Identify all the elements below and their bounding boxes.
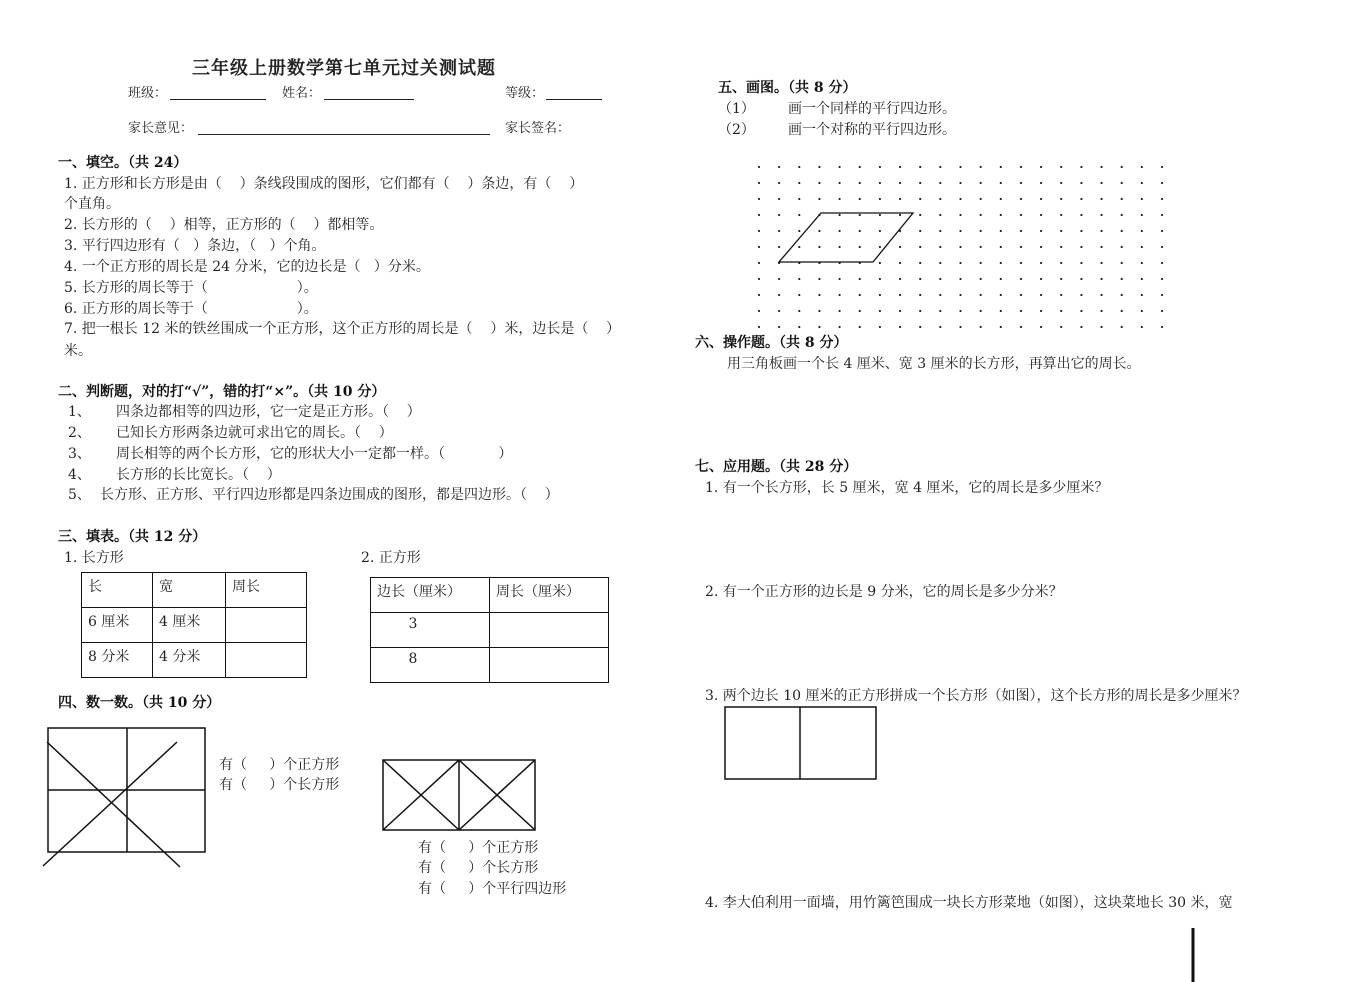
grid-dot xyxy=(1100,262,1102,264)
grid-dot xyxy=(818,310,820,312)
grid-dot xyxy=(919,294,921,296)
grid-dot xyxy=(839,198,841,200)
grid-dot xyxy=(1020,214,1022,216)
grid-dot xyxy=(899,214,901,216)
two-squares-figure xyxy=(725,707,876,779)
draw-text: 画一个同样的平行四边形。 xyxy=(788,101,956,117)
grid-dot xyxy=(1161,326,1163,328)
grid-dot xyxy=(758,278,760,280)
grid-dot xyxy=(1161,278,1163,280)
grid-dot xyxy=(1000,198,1002,200)
grid-dot xyxy=(1000,278,1002,280)
grid-dot xyxy=(798,326,800,328)
grid-dot xyxy=(1000,166,1002,168)
sec1-line: 个直角。 xyxy=(64,196,120,212)
draw-text: 画一个对称的平行四边形。 xyxy=(788,122,956,138)
grid-dot xyxy=(1060,230,1062,232)
grid-dot xyxy=(778,230,780,232)
grid-dot xyxy=(778,326,780,328)
grid-dot xyxy=(778,278,780,280)
grid-dot xyxy=(1060,262,1062,264)
grid-dot xyxy=(1161,230,1163,232)
grid-dot xyxy=(1040,214,1042,216)
grid-dot xyxy=(959,198,961,200)
grid-dot xyxy=(1141,246,1143,248)
grid-dot xyxy=(980,246,982,248)
grid-dot xyxy=(758,230,760,232)
grid-dot xyxy=(980,198,982,200)
grid-dot xyxy=(1080,230,1082,232)
grid-dot xyxy=(1060,198,1062,200)
grid-dot xyxy=(1040,198,1042,200)
grid-dot xyxy=(879,246,881,248)
grid-dot xyxy=(1141,310,1143,312)
grid-dot xyxy=(798,198,800,200)
section2-heading: 二、判断题，对的打“√”，错的打“×”。（共 10 分） xyxy=(58,384,386,400)
judge-text: 长方形的长比宽长。（ ） xyxy=(116,467,281,483)
grid-dot xyxy=(1161,310,1163,312)
grid-dot xyxy=(899,278,901,280)
grid-dot xyxy=(1161,214,1163,216)
grid-dot xyxy=(778,294,780,296)
grid-dot xyxy=(919,166,921,168)
grid-dot xyxy=(899,310,901,312)
grid-dot xyxy=(1100,246,1102,248)
sec1-line: 5. 长方形的周长等于（ ）。 xyxy=(64,280,318,296)
word-problem-2: 2. 有一个正方形的边长是 9 分米，它的周长是多少分米？ xyxy=(705,584,1063,600)
grid-dot xyxy=(798,310,800,312)
table1-label: 1. 长方形 xyxy=(64,550,124,566)
grid-dot xyxy=(939,326,941,328)
grid-dot xyxy=(818,246,820,248)
grid-dot xyxy=(778,182,780,184)
judge-text: 长方形、正方形、平行四边形都是四条边围成的图形，都是四边形。（ ） xyxy=(100,487,559,503)
grid-dot xyxy=(879,310,881,312)
grid-dot xyxy=(778,246,780,248)
judge-num: 2、 xyxy=(68,425,91,441)
grid-dot xyxy=(1080,310,1082,312)
grid-dot xyxy=(1060,310,1062,312)
section5-heading: 五、画图。（共 8 分） xyxy=(718,80,857,96)
grid-dot xyxy=(818,278,820,280)
grid-dot xyxy=(939,166,941,168)
grid-dot xyxy=(1080,262,1082,264)
grid-dot xyxy=(1121,326,1123,328)
grid-dot xyxy=(919,230,921,232)
judge-text: 四条边都相等的四边形，它一定是正方形。（ ） xyxy=(116,404,421,420)
count-question: 有（ ）个长方形 xyxy=(418,860,539,876)
grid-dot xyxy=(899,246,901,248)
grid-dot xyxy=(798,182,800,184)
grid-dot xyxy=(758,198,760,200)
grid-dot xyxy=(1121,166,1123,168)
grid-dot xyxy=(839,166,841,168)
grid-dot xyxy=(839,294,841,296)
sec1-line: 6. 正方形的周长等于（ ）。 xyxy=(64,301,318,317)
grid-dot xyxy=(818,230,820,232)
grid-dot xyxy=(1141,294,1143,296)
grid-dot xyxy=(758,310,760,312)
grid-dot xyxy=(939,294,941,296)
grid-dot xyxy=(879,166,881,168)
word-problem-4: 4. 李大伯利用一面墙，用竹篱笆围成一块长方形菜地（如图），这块菜地长 30 米，宽 xyxy=(705,895,1233,911)
grid-dot xyxy=(798,166,800,168)
grid-dot xyxy=(959,246,961,248)
grid-dot xyxy=(859,294,861,296)
grid-dot xyxy=(879,326,881,328)
section7-heading: 七、应用题。（共 28 分） xyxy=(695,459,858,475)
grade-label: 等级： xyxy=(505,86,545,101)
grid-dot xyxy=(1100,230,1102,232)
grid-dot xyxy=(1040,182,1042,184)
grid-dot xyxy=(879,230,881,232)
page-title: 三年级上册数学第七单元过关测试题 xyxy=(192,58,496,79)
grid-dot xyxy=(798,230,800,232)
judge-text: 已知长方形两条边就可求出它的周长。（ ） xyxy=(116,425,393,441)
grid-dot xyxy=(1161,246,1163,248)
grid-dot xyxy=(818,198,820,200)
grid-dot xyxy=(798,294,800,296)
grid-dot xyxy=(778,198,780,200)
grid-dot xyxy=(839,182,841,184)
grid-dot xyxy=(879,182,881,184)
grid-dot xyxy=(818,182,820,184)
table-header: 周长 xyxy=(226,573,307,608)
grid-dot xyxy=(1060,182,1062,184)
grid-dot xyxy=(1000,262,1002,264)
grid-dot xyxy=(859,278,861,280)
judge-num: 4、 xyxy=(68,467,91,483)
grid-dot xyxy=(1000,310,1002,312)
grid-dot xyxy=(1000,294,1002,296)
grid-dot xyxy=(959,326,961,328)
word-problem-1: 1. 有一个长方形，长 5 厘米，宽 4 厘米，它的周长是多少厘米？ xyxy=(705,480,1109,496)
table-cell: 4 分米 xyxy=(153,643,226,678)
dot-grid xyxy=(758,166,1163,328)
table-header: 边长（厘米） xyxy=(371,578,490,613)
table-cell: 8 分米 xyxy=(82,643,153,678)
grid-dot xyxy=(839,214,841,216)
grid-dot xyxy=(980,214,982,216)
parent-comment-label: 家长意见： xyxy=(128,121,194,136)
grid-dot xyxy=(758,166,760,168)
grid-dot xyxy=(980,262,982,264)
table-header: 宽 xyxy=(153,573,226,608)
grid-dot xyxy=(1161,166,1163,168)
grid-dot xyxy=(1040,310,1042,312)
grid-dot xyxy=(899,262,901,264)
grid-dot xyxy=(1060,214,1062,216)
grid-dot xyxy=(1060,294,1062,296)
grid-dot xyxy=(1040,230,1042,232)
grid-dot xyxy=(1141,262,1143,264)
grid-dot xyxy=(919,246,921,248)
grid-dot xyxy=(1100,182,1102,184)
grid-dot xyxy=(959,294,961,296)
grid-dot xyxy=(1020,262,1022,264)
grid-dot xyxy=(1121,278,1123,280)
grid-dot xyxy=(778,214,780,216)
grid-dot xyxy=(939,230,941,232)
grid-dot xyxy=(899,326,901,328)
grid-dot xyxy=(1100,326,1102,328)
grid-dot xyxy=(959,214,961,216)
sec1-line: 米。 xyxy=(64,343,92,359)
grid-dot xyxy=(818,166,820,168)
grid-dot xyxy=(1100,166,1102,168)
grid-dot xyxy=(1000,230,1002,232)
grid-dot xyxy=(939,198,941,200)
grid-dot xyxy=(919,214,921,216)
grid-dot xyxy=(1040,278,1042,280)
parallelogram-shape xyxy=(779,213,913,262)
sec1-line: 3. 平行四边形有（ ）条边，（ ）个角。 xyxy=(64,238,326,254)
grid-dot xyxy=(1100,278,1102,280)
grid-dot xyxy=(1121,294,1123,296)
grid-dot xyxy=(758,262,760,264)
judge-num: 3、 xyxy=(68,446,91,462)
grid-dot xyxy=(1141,214,1143,216)
grid-dot xyxy=(758,246,760,248)
sec1-line: 7. 把一根长 12 米的铁丝围成一个正方形，这个正方形的周长是（ ）米，边长是（ ） xyxy=(64,321,621,337)
judge-num: 1、 xyxy=(68,404,91,420)
grid-dot xyxy=(839,278,841,280)
grid-dot xyxy=(980,310,982,312)
table-header: 长 xyxy=(82,573,153,608)
grid-dot xyxy=(1141,230,1143,232)
grid-dot xyxy=(1020,278,1022,280)
grid-dot xyxy=(980,166,982,168)
grid-dot xyxy=(1121,198,1123,200)
grid-dot xyxy=(1080,166,1082,168)
grid-dot xyxy=(758,326,760,328)
grid-dot xyxy=(839,230,841,232)
grid-dot xyxy=(1080,214,1082,216)
sec1-line: 1. 正方形和长方形是由（ ）条线段围成的图形，它们都有（ ）条边，有（ ） xyxy=(64,176,584,192)
grid-dot xyxy=(919,198,921,200)
grid-dot xyxy=(959,182,961,184)
grid-dot xyxy=(1141,182,1143,184)
grid-dot xyxy=(1020,166,1022,168)
grid-dot xyxy=(980,278,982,280)
table-cell: 6 厘米 xyxy=(82,608,153,643)
grid-dot xyxy=(1020,198,1022,200)
grid-dot xyxy=(1100,294,1102,296)
grid-dot xyxy=(939,262,941,264)
grid-dot xyxy=(1121,262,1123,264)
grid-dot xyxy=(899,294,901,296)
grid-dot xyxy=(1060,326,1062,328)
grid-dot xyxy=(859,214,861,216)
grid-dot xyxy=(1080,278,1082,280)
section3-heading: 三、填表。（共 12 分） xyxy=(58,529,207,545)
grid-dot xyxy=(778,166,780,168)
grid-dot xyxy=(1121,230,1123,232)
grid-dot xyxy=(879,278,881,280)
grid-dot xyxy=(1141,326,1143,328)
sec1-line: 2. 长方形的（ ）相等，正方形的（ ）都相等。 xyxy=(64,217,384,233)
grid-dot xyxy=(1161,294,1163,296)
grid-dot xyxy=(879,262,881,264)
grid-dot xyxy=(1080,246,1082,248)
grid-dot xyxy=(1040,294,1042,296)
grid-dot xyxy=(1040,246,1042,248)
grid-dot xyxy=(980,182,982,184)
grid-dot xyxy=(1020,310,1022,312)
grid-dot xyxy=(980,326,982,328)
grid-dot xyxy=(959,262,961,264)
grid-dot xyxy=(1060,166,1062,168)
grid-dot xyxy=(939,214,941,216)
grid-dot xyxy=(879,214,881,216)
grid-dot xyxy=(839,310,841,312)
grid-dot xyxy=(1020,326,1022,328)
section4-heading: 四、数一数。（共 10 分） xyxy=(58,695,221,711)
grid-dot xyxy=(859,182,861,184)
table-cell: 3 xyxy=(371,613,490,648)
grid-dot xyxy=(1020,230,1022,232)
grid-dot xyxy=(1040,326,1042,328)
grid-dot xyxy=(1020,182,1022,184)
grid-dot xyxy=(798,214,800,216)
grid-dot xyxy=(939,310,941,312)
grid-dot xyxy=(1060,246,1062,248)
grid-dot xyxy=(1121,214,1123,216)
grid-dot xyxy=(959,278,961,280)
operation-text: 用三角板画一个长 4 厘米、宽 3 厘米的长方形，再算出它的周长。 xyxy=(727,356,1141,372)
name-label: 姓名： xyxy=(282,86,322,101)
grid-dot xyxy=(1080,326,1082,328)
word-problem-3: 3. 两个边长 10 厘米的正方形拼成一个长方形（如图），这个长方形的周长是多少厘米？ xyxy=(705,688,1247,704)
grid-dot xyxy=(939,182,941,184)
grid-dot xyxy=(959,230,961,232)
grid-dot xyxy=(939,246,941,248)
grid-dot xyxy=(1000,246,1002,248)
grid-dot xyxy=(758,182,760,184)
grid-dot xyxy=(1161,198,1163,200)
grid-dot xyxy=(980,230,982,232)
parent-sign-label: 家长签名： xyxy=(505,121,571,136)
table2-label: 2. 正方形 xyxy=(361,550,421,566)
grid-dot xyxy=(1100,310,1102,312)
count-figure-2 xyxy=(383,760,535,830)
class-label: 班级： xyxy=(128,86,168,101)
draw-num: （1） xyxy=(718,101,755,117)
grid-dot xyxy=(1100,214,1102,216)
grid-dot xyxy=(798,246,800,248)
grid-dot xyxy=(1121,182,1123,184)
grid-dot xyxy=(1060,278,1062,280)
grid-dot xyxy=(859,166,861,168)
grid-dot xyxy=(1020,294,1022,296)
section1-heading: 一、填空。（共 24） xyxy=(58,155,188,171)
grid-dot xyxy=(919,278,921,280)
judge-text: 周长相等的两个长方形，它的形状大小一定都一样。（ ） xyxy=(116,446,513,462)
table-cell: 4 厘米 xyxy=(153,608,226,643)
grid-dot xyxy=(1080,198,1082,200)
grid-dot xyxy=(859,326,861,328)
grid-dot xyxy=(859,310,861,312)
grid-dot xyxy=(959,310,961,312)
grid-dot xyxy=(1000,182,1002,184)
judge-num: 5、 xyxy=(68,487,91,503)
table-cell: 8 xyxy=(371,648,490,683)
grid-dot xyxy=(1161,182,1163,184)
table-header: 周长（厘米） xyxy=(490,578,609,613)
grid-dot xyxy=(1121,246,1123,248)
count-question: 有（ ）个正方形 xyxy=(418,840,539,856)
grid-dot xyxy=(919,182,921,184)
grid-dot xyxy=(919,326,921,328)
grid-dot xyxy=(758,294,760,296)
draw-num: （2） xyxy=(718,122,755,138)
grid-dot xyxy=(879,198,881,200)
grid-dot xyxy=(839,326,841,328)
grid-dot xyxy=(899,198,901,200)
grid-dot xyxy=(1020,246,1022,248)
grid-dot xyxy=(818,294,820,296)
grid-dot xyxy=(959,166,961,168)
grid-dot xyxy=(1121,310,1123,312)
grid-dot xyxy=(899,166,901,168)
grid-dot xyxy=(919,262,921,264)
grid-dot xyxy=(1141,198,1143,200)
grid-dot xyxy=(1080,182,1082,184)
grid-dot xyxy=(1080,294,1082,296)
count-question: 有（ ）个平行四边形 xyxy=(418,881,567,897)
grid-dot xyxy=(899,182,901,184)
grid-dot xyxy=(1141,278,1143,280)
grid-dot xyxy=(919,310,921,312)
grid-dot xyxy=(939,278,941,280)
grid-dot xyxy=(818,326,820,328)
count-question: 有（ ）个长方形 xyxy=(219,777,340,793)
grid-dot xyxy=(1040,262,1042,264)
grid-dot xyxy=(1100,198,1102,200)
count-figure-1 xyxy=(43,728,205,867)
grid-dot xyxy=(879,294,881,296)
grid-dot xyxy=(1000,326,1002,328)
grid-dot xyxy=(1161,262,1163,264)
grid-dot xyxy=(859,246,861,248)
count-question: 有（ ）个正方形 xyxy=(219,757,340,773)
grid-dot xyxy=(758,214,760,216)
grid-dot xyxy=(859,230,861,232)
sec1-line: 4. 一个正方形的周长是 24 分米，它的边长是（ ）分米。 xyxy=(64,259,430,275)
grid-dot xyxy=(839,246,841,248)
grid-dot xyxy=(778,310,780,312)
grid-dot xyxy=(859,198,861,200)
grid-dot xyxy=(1040,166,1042,168)
grid-dot xyxy=(798,278,800,280)
grid-dot xyxy=(1141,166,1143,168)
section6-heading: 六、操作题。（共 8 分） xyxy=(695,335,848,351)
grid-dot xyxy=(980,294,982,296)
grid-dot xyxy=(1000,214,1002,216)
